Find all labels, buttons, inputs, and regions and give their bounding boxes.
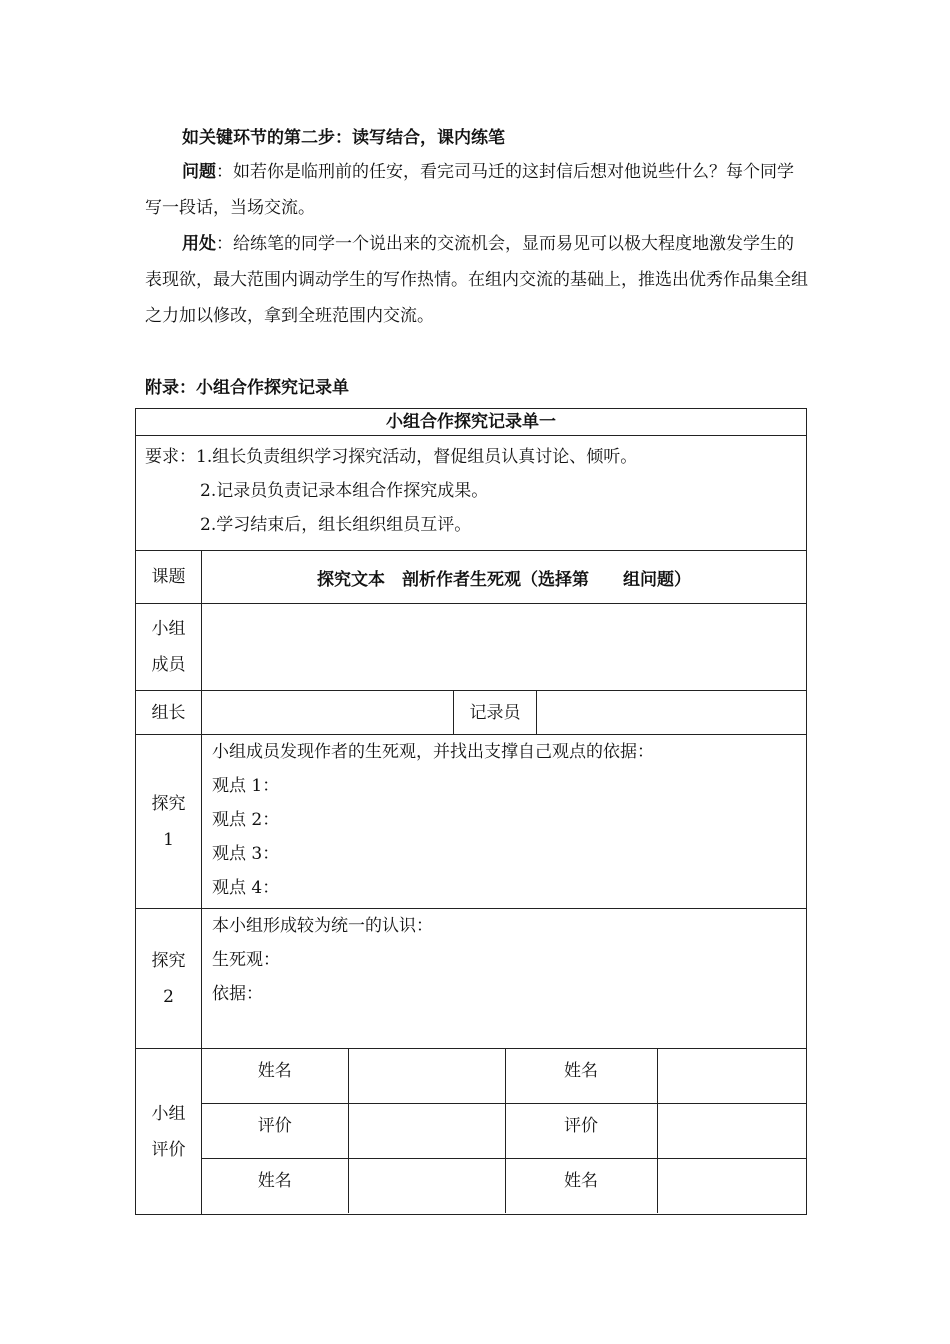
question-text: ：如若你是临刑前的任安，看完司马迁的这封信后想对他说些什么？每个同学写一段话，当场交流。 — [145, 162, 794, 218]
eval-name-field[interactable] — [348, 1159, 505, 1214]
eval-comment-label: 评价 — [202, 1104, 348, 1159]
viewpoint-2: 观点 2： — [212, 810, 280, 830]
eval-name-field[interactable] — [657, 1159, 807, 1214]
topic-label: 课题 — [136, 551, 202, 604]
viewpoint-1: 观点 1： — [212, 776, 280, 796]
eval-comment-field[interactable] — [348, 1104, 505, 1159]
viewpoint-3: 观点 3： — [212, 844, 280, 864]
requirement-2: 2.记录员负责记录本组合作探究成果。 — [200, 481, 489, 501]
eval-comment-field[interactable] — [657, 1104, 807, 1159]
section-heading: 如关键环节的第二步：读写结合，课内练笔 — [182, 128, 505, 148]
requirement-1: 要求：1.组长负责组织学习探究活动，督促组员认真讨论、倾听。 — [145, 447, 638, 467]
usage-paragraph — [145, 226, 810, 334]
question-paragraph — [145, 154, 810, 226]
eval-name-label: 姓名 — [505, 1049, 657, 1104]
leader-field[interactable] — [202, 691, 454, 735]
explore1-prompt: 小组成员发现作者的生死观，并找出支撑自己观点的依据： — [212, 742, 654, 762]
evaluation-grid-cell — [202, 1049, 807, 1215]
evaluation-row — [202, 1049, 807, 1104]
usage-label: 用处 — [182, 234, 216, 254]
leader-label: 组长 — [136, 691, 202, 735]
explore1-label-line2: 1 — [163, 829, 174, 850]
viewpoint-4: 观点 4： — [212, 878, 280, 898]
explore1-content[interactable] — [202, 735, 807, 909]
topic-text: 探究文本 剖析作者生死观（选择第 组问题） — [202, 551, 807, 604]
explore1-label — [136, 735, 202, 909]
evaluation-label — [136, 1049, 202, 1215]
eval-name-field[interactable] — [348, 1049, 505, 1104]
recorder-field[interactable] — [537, 691, 807, 735]
requirement-3: 2.学习结束后，组长组织组员互评。 — [200, 515, 472, 535]
explore1-label-line1: 探究 — [151, 793, 186, 814]
explore2-label-line2: 2 — [163, 986, 174, 1007]
eval-name-label: 姓名 — [202, 1049, 348, 1104]
members-field[interactable] — [202, 604, 807, 691]
members-label-line1: 小组 — [151, 619, 186, 639]
basis-line: 依据： — [212, 984, 263, 1004]
usage-text: ：给练笔的同学一个说出来的交流机会，显而易见可以极大程度地激发学生的表现欲，最大范围内调动学生的写作热情。在组内交流的基础上，推选出优秀作品集全组之力加以修改，拿到全班范围内交流。 — [145, 234, 808, 326]
evaluation-label-line1: 小组 — [151, 1103, 186, 1124]
eval-name-field[interactable] — [657, 1049, 807, 1104]
explore2-content[interactable] — [202, 909, 807, 1049]
evaluation-row — [202, 1104, 807, 1159]
evaluation-grid — [202, 1049, 807, 1213]
appendix-title: 附录：小组合作探究记录单 — [145, 378, 349, 398]
evaluation-label-line2: 评价 — [151, 1139, 186, 1160]
members-label-line2: 成员 — [151, 655, 186, 675]
eval-name-label: 姓名 — [505, 1159, 657, 1214]
explore2-prompt: 本小组形成较为统一的认识： — [212, 916, 433, 936]
record-sheet-table — [135, 408, 807, 1215]
evaluation-row — [202, 1159, 807, 1214]
question-label: 问题 — [182, 162, 216, 182]
explore2-label — [136, 909, 202, 1049]
recorder-label: 记录员 — [454, 691, 537, 735]
eval-comment-label: 评价 — [505, 1104, 657, 1159]
record-sheet-title: 小组合作探究记录单一 — [136, 409, 807, 436]
life-death-view-line: 生死观： — [212, 950, 280, 970]
members-label — [136, 604, 202, 691]
eval-name-label: 姓名 — [202, 1159, 348, 1214]
explore2-label-line1: 探究 — [151, 950, 186, 971]
requirements-cell — [136, 436, 807, 551]
